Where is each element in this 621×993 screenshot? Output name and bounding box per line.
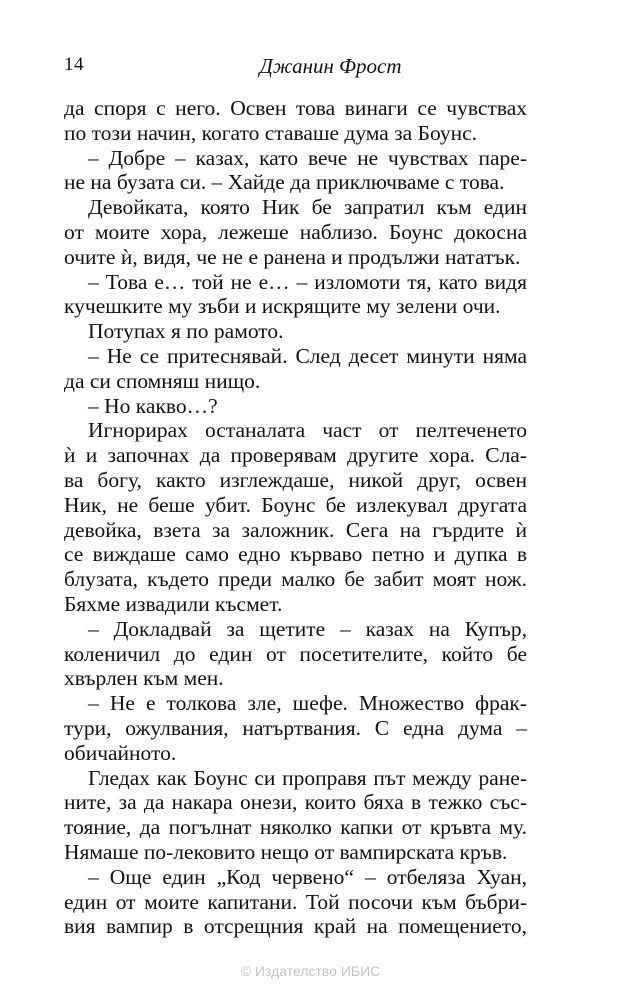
text-line: Потупах я по рамото. xyxy=(88,319,284,344)
text-line: по този начин, когато ставаше дума за Боунс. xyxy=(64,120,478,145)
copyright-footer: © Издателство ИБИС xyxy=(240,963,381,979)
text-line: ѝ и започнах да проверявам другите хора. Сла- xyxy=(64,443,527,468)
text-line: от моите хора, лежеше наблизо. Боунс докосна xyxy=(64,219,527,244)
text-line: да си спомняш нищо. xyxy=(64,368,261,393)
running-title: Джанин Фрост xyxy=(259,54,402,78)
page-number: 14 xyxy=(64,54,84,75)
page-header xyxy=(64,54,527,80)
text-line: – Не се притеснявай. След десет минути няма xyxy=(88,343,527,368)
body-text xyxy=(64,96,527,939)
text-line: Девойката, която Ник бе запратил към един xyxy=(88,195,527,220)
text-line: тояние, да погълнат няколко капки от кръвта му. xyxy=(64,815,527,840)
text-line: – Докладвай за щетите – казах на Купър, xyxy=(88,616,527,641)
text-line: не на бузата си. – Хайде да приключваме с това. xyxy=(64,170,505,195)
text-line: тури, ожулвания, натъртвания. С една дума – xyxy=(64,715,527,740)
text-line: се виждаше само едно кърваво петно и дупка в xyxy=(64,542,527,567)
text-line: ните, за да накара онези, които бяха в тежко със- xyxy=(64,790,527,815)
text-line: – Още един „Код червено“ – отбеляза Хуан, xyxy=(88,864,527,889)
text-line: – Не е толкова зле, шефе. Множество фрак- xyxy=(88,691,527,716)
text-line: – Това е… той не е… – изломоти тя, като видя xyxy=(88,269,527,294)
text-line: блузата, където преди малко бе забит моят нож. xyxy=(64,567,527,592)
text-line: ва богу, както изглеждаше, никой друг, освен xyxy=(64,467,527,492)
text-line: Нямаше по-лековито нещо от вампирската кръв. xyxy=(64,839,508,864)
text-line: – Но какво…? xyxy=(88,393,218,418)
text-line: обичайното. xyxy=(64,740,177,765)
text-line: вия вампир в отсрещния край на помещението, xyxy=(64,914,527,939)
text-line: коленичил до един от посетителите, който бе xyxy=(64,641,527,666)
text-line: един от моите капитани. Той посочи към бъбри- xyxy=(64,889,527,914)
text-line: да споря с него. Освен това винаги се чувствах xyxy=(64,96,527,120)
text-line: – Добре – казах, като вече не чувствах паре- xyxy=(88,145,527,170)
text-line: Игнорирах останалата част от пелтеченето xyxy=(88,418,527,443)
text-line: Бяхме извадили късмет. xyxy=(64,591,283,616)
text-line: кучешките му зъби и искрящите му зелени очи. xyxy=(64,294,501,319)
text-line: очите ѝ, видя, че не е ранена и продължи нататък. xyxy=(64,244,521,269)
text-line: Ник, не беше убит. Боунс бе излекувал другата xyxy=(64,492,527,517)
text-line: хвърлен към мен. xyxy=(64,666,224,691)
text-line: девойка, взета за заложник. Сега на гърдите ѝ xyxy=(64,517,527,542)
text-line: Гледах как Боунс си проправя път между ране- xyxy=(88,765,527,790)
